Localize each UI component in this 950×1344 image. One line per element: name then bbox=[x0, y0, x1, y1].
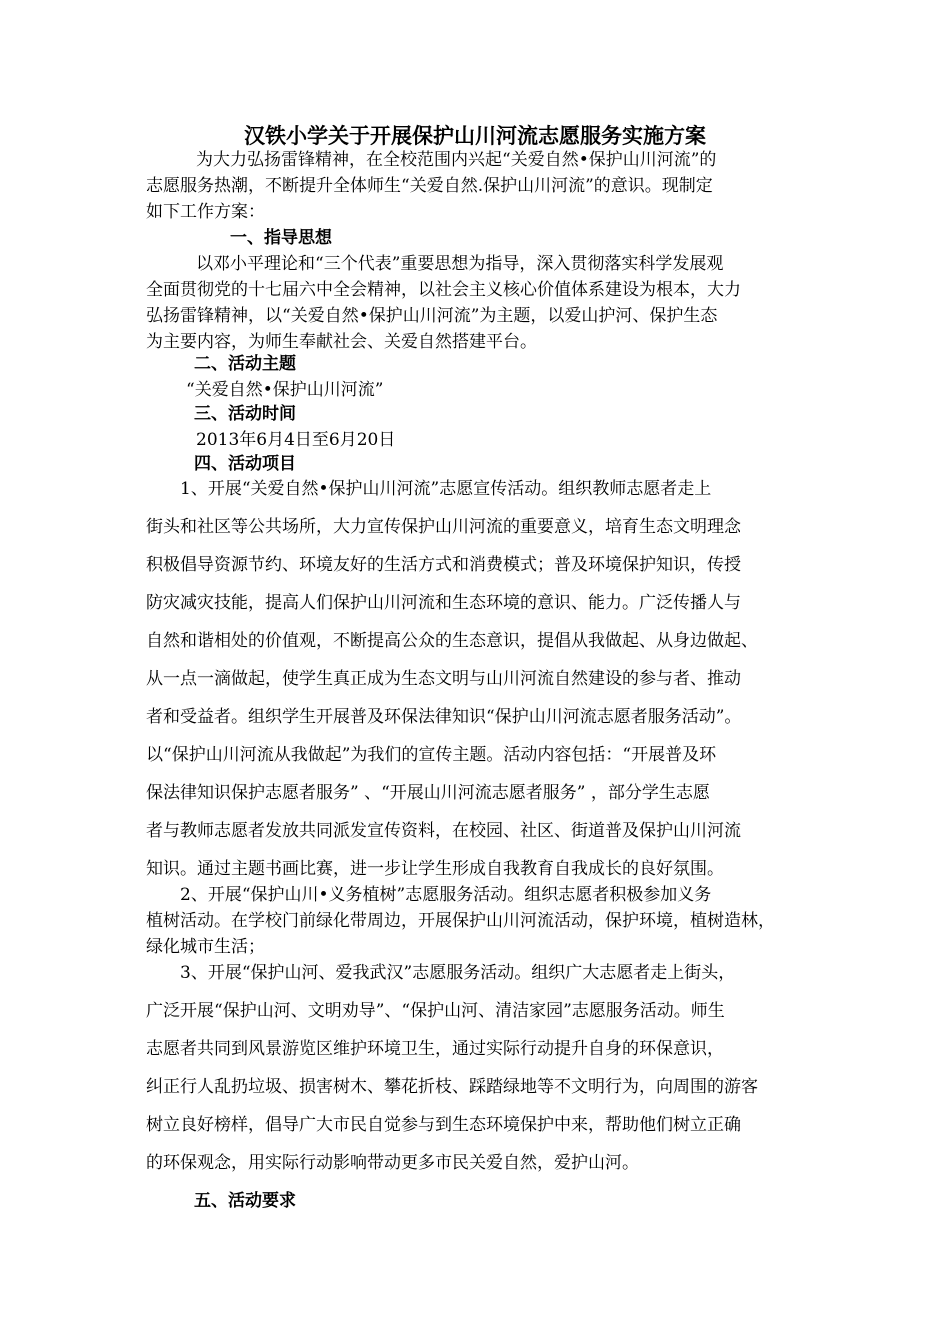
paragraph-line: 全面贯彻党的十七届六中全会精神，以社会主义核心价值体系建设为根本，大力 bbox=[146, 280, 741, 300]
section-heading-theme: 二、活动主题 bbox=[194, 354, 296, 374]
paragraph-line: 积极倡导资源节约、环境友好的生活方式和消费模式；普及环境保护知识，传授 bbox=[146, 555, 741, 575]
paragraph-line: 绿化城市生活； bbox=[146, 937, 265, 957]
theme-text: “关爱自然•保护山川河流” bbox=[186, 380, 384, 400]
paragraph-line: 保法律知识保护志愿者服务” 、“开展山川河流志愿者服务” ，部分学生志愿 bbox=[146, 783, 710, 803]
intro-line: 志愿服务热潮，不断提升全体师生“关爱自然.保护山川河流”的意识。现制定 bbox=[146, 176, 713, 196]
paragraph-line: 的环保观念，用实际行动影响带动更多市民关爱自然，爱护山河。 bbox=[146, 1153, 639, 1173]
paragraph-line: 自然和谐相处的价值观，不断提高公众的生态意识，提倡从我做起、从身边做起、 bbox=[146, 631, 758, 651]
intro-line: 如下工作方案： bbox=[146, 202, 265, 222]
paragraph-line: 知识。通过主题书画比赛，进一步让学生形成自我教育自我成长的良好氛围。 bbox=[146, 859, 724, 879]
paragraph-line: 志愿者共同到风景游览区维护环境卫生，通过实际行动提升自身的环保意识， bbox=[146, 1039, 724, 1059]
paragraph-line: 防灾减灾技能，提高人们保护山川河流和生态环境的意识、能力。广泛传播人与 bbox=[146, 593, 741, 613]
paragraph-line: 以邓小平理论和“三个代表”重要思想为指导，深入贯彻落实科学发展观 bbox=[196, 254, 724, 274]
section-heading-projects: 四、活动项目 bbox=[194, 454, 296, 474]
paragraph-line: 者与教师志愿者发放共同派发宣传资料，在校园、社区、街道普及保护山川河流 bbox=[146, 821, 741, 841]
paragraph-line: 从一点一滴做起，使学生真正成为生态文明与山川河流自然建设的参与者、推动 bbox=[146, 669, 741, 689]
paragraph-line: 为主要内容，为师生奉献社会、关爱自然搭建平台。 bbox=[146, 332, 537, 352]
paragraph-line: 3、开展“保护山河、爱我武汉”志愿服务活动。组织广大志愿者走上街头， bbox=[180, 963, 736, 983]
section-heading-guiding-thought: 一、指导思想 bbox=[230, 228, 332, 248]
paragraph-line: 2、开展“保护山川•义务植树”志愿服务活动。组织志愿者积极参加义务 bbox=[180, 885, 712, 905]
paragraph-line: 弘扬雷锋精神，以“关爱自然•保护山川河流”为主题，以爱山护河、保护生态 bbox=[146, 306, 718, 326]
paragraph-line: 广泛开展“保护山河、文明劝导”、“保护山河、清洁家园”志愿服务活动。师生 bbox=[146, 1001, 725, 1021]
paragraph-line: 1、开展“关爱自然•保护山川河流”志愿宣传活动。组织教师志愿者走上 bbox=[180, 479, 712, 499]
document-title: 汉铁小学关于开展保护山川河流志愿服务实施方案 bbox=[244, 124, 706, 148]
intro-line: 为大力弘扬雷锋精神，在全校范围内兴起“关爱自然•保护山川河流”的 bbox=[196, 150, 717, 170]
paragraph-line: 以“保护山川河流从我做起”为我们的宣传主题。活动内容包括：“开展普及环 bbox=[146, 745, 717, 765]
time-text: 2013年6月4日至6月20日 bbox=[196, 430, 396, 450]
paragraph-line: 者和受益者。组织学生开展普及环保法律知识“保护山川河流志愿者服务活动”。 bbox=[146, 707, 742, 727]
paragraph-line: 纠正行人乱扔垃圾、损害树木、攀花折枝、踩踏绿地等不文明行为，向周围的游客 bbox=[146, 1077, 758, 1097]
paragraph-line: 植树活动。在学校门前绿化带周边，开展保护山川河流活动，保护环境，植树造林， bbox=[146, 911, 775, 931]
paragraph-line: 街头和社区等公共场所，大力宣传保护山川河流的重要意义，培育生态文明理念 bbox=[146, 517, 741, 537]
paragraph-line: 树立良好榜样，倡导广大市民自觉参与到生态环境保护中来，帮助他们树立正确 bbox=[146, 1115, 741, 1135]
section-heading-time: 三、活动时间 bbox=[194, 404, 296, 424]
section-heading-requirements: 五、活动要求 bbox=[194, 1191, 296, 1211]
